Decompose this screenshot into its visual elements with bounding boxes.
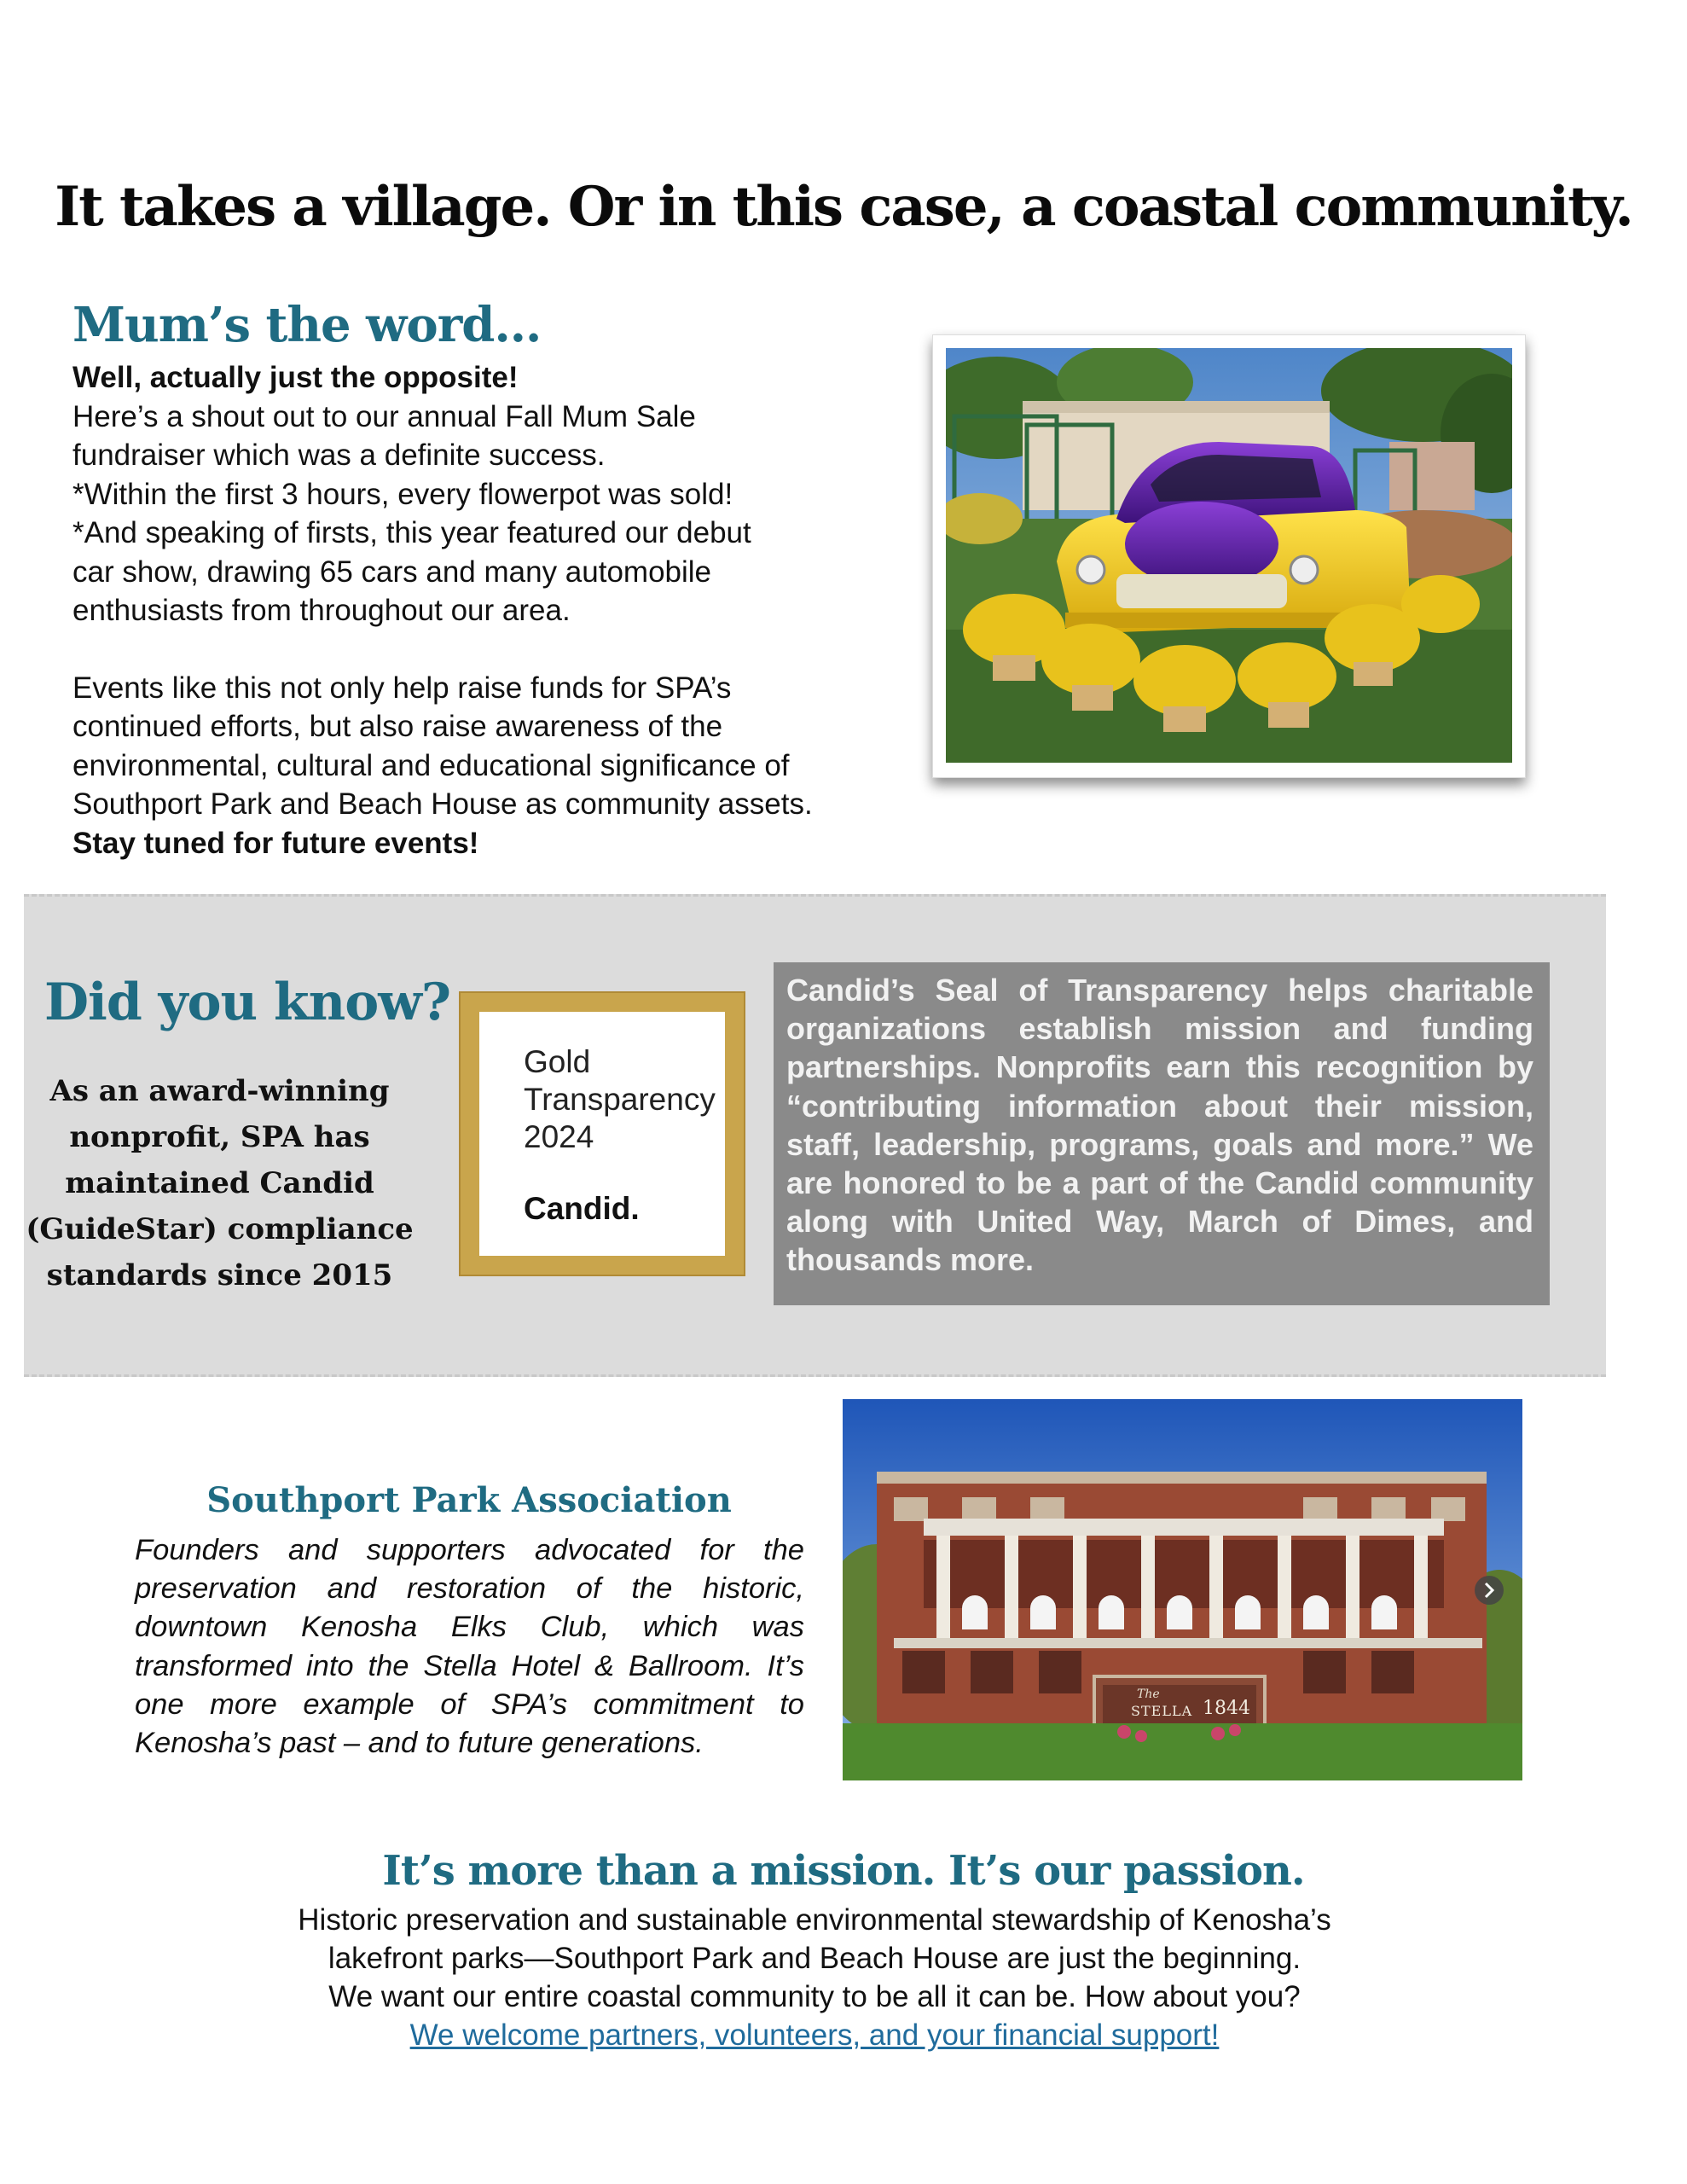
mum-line: Southport Park and Beach House as community assets.	[72, 787, 813, 821]
car-photo-frame	[932, 334, 1526, 778]
sign-text-stella: STELLA	[1131, 1703, 1193, 1719]
passion-line: Historic preservation and sustainable environmental stewardship of Kenosha’s	[298, 1903, 1331, 1937]
spa-heading: Southport Park Association	[206, 1480, 732, 1520]
passion-heading: It’s more than a mission. It’s our passion.	[382, 1847, 1305, 1895]
seal-line-year: 2024	[524, 1119, 594, 1154]
mum-line: continued efforts, but also raise awareness of the	[72, 710, 723, 743]
mum-line: environmental, cultural and educational significance of	[72, 748, 790, 782]
dyk-line: maintained Candid	[65, 1166, 374, 1200]
passion-body	[0, 1901, 1629, 2054]
mum-line: Well, actually just the opposite!	[72, 361, 519, 394]
support-link[interactable]: We welcome partners, volunteers, and your financial support!	[409, 2018, 1220, 2052]
mum-section-heading: Mum’s the word…	[72, 297, 542, 353]
seal-brand: Candid.	[524, 1191, 640, 1226]
passion-line: We want our entire coastal community to be all it can be. How about you?	[328, 1980, 1301, 2013]
sign-text-1844: 1844	[1203, 1698, 1250, 1719]
mum-line: Events like this not only help raise funds for SPA’s	[72, 671, 732, 705]
dyk-line: nonprofit, SPA has	[69, 1120, 370, 1154]
passion-line: lakefront parks—Southport Park and Beach House are just the beginning.	[328, 1942, 1301, 1975]
mum-line: Here’s a shout out to our annual Fall Mum Sale	[72, 399, 696, 433]
car-show-photo	[946, 348, 1512, 763]
mum-line: car show, drawing 65 cars and many automobile	[72, 555, 712, 589]
sign-text-the: The	[1137, 1687, 1160, 1701]
stella-hotel-photo	[843, 1399, 1522, 1780]
did-you-know-body	[26, 1068, 414, 1298]
dyk-line: standards since 2015	[46, 1258, 393, 1292]
gold-transparency-seal	[459, 991, 745, 1276]
mum-line: fundraiser which was a definite success.	[72, 439, 606, 472]
mum-section-body	[72, 358, 917, 863]
spa-body: Founders and supporters advocated for the preservation and restoration of the historic, downtown Kenosha Elks Club, which was transformed into the Stella Hotel & Ballroom. It’s one more example of SPA’s commitment to Kenosha’s past – and to future generations.	[135, 1534, 804, 1760]
dyk-line: As an award-winning	[49, 1074, 390, 1108]
mum-line: *And speaking of firsts, this year featured our debut	[72, 516, 751, 549]
mum-line: Stay tuned for future events!	[72, 826, 479, 860]
seal-inner	[479, 1012, 725, 1256]
did-you-know-heading: Did you know?	[44, 973, 451, 1032]
candid-info-box	[774, 962, 1550, 1305]
seal-line-gold: Gold	[524, 1044, 591, 1079]
mum-line: enthusiasts from throughout our area.	[72, 594, 571, 627]
page-title: It takes a village. Or in this case, a coastal community.	[55, 175, 1632, 239]
dyk-line: (GuideStar) compliance	[26, 1212, 414, 1246]
mum-line: *Within the first 3 hours, every flowerpot was sold!	[72, 477, 733, 511]
seal-line-transparency: Transparency	[524, 1082, 716, 1117]
candid-info-text: Candid’s Seal of Transparency helps charitable organizations establish mission and funding partnerships. Nonprofits earn this recognition by “contributing information about their mission, staff, leadership, programs, goals and more.” We are honored to be a part of the Candid community along with United Way, March of Dimes, and thousands more.	[786, 973, 1533, 1278]
